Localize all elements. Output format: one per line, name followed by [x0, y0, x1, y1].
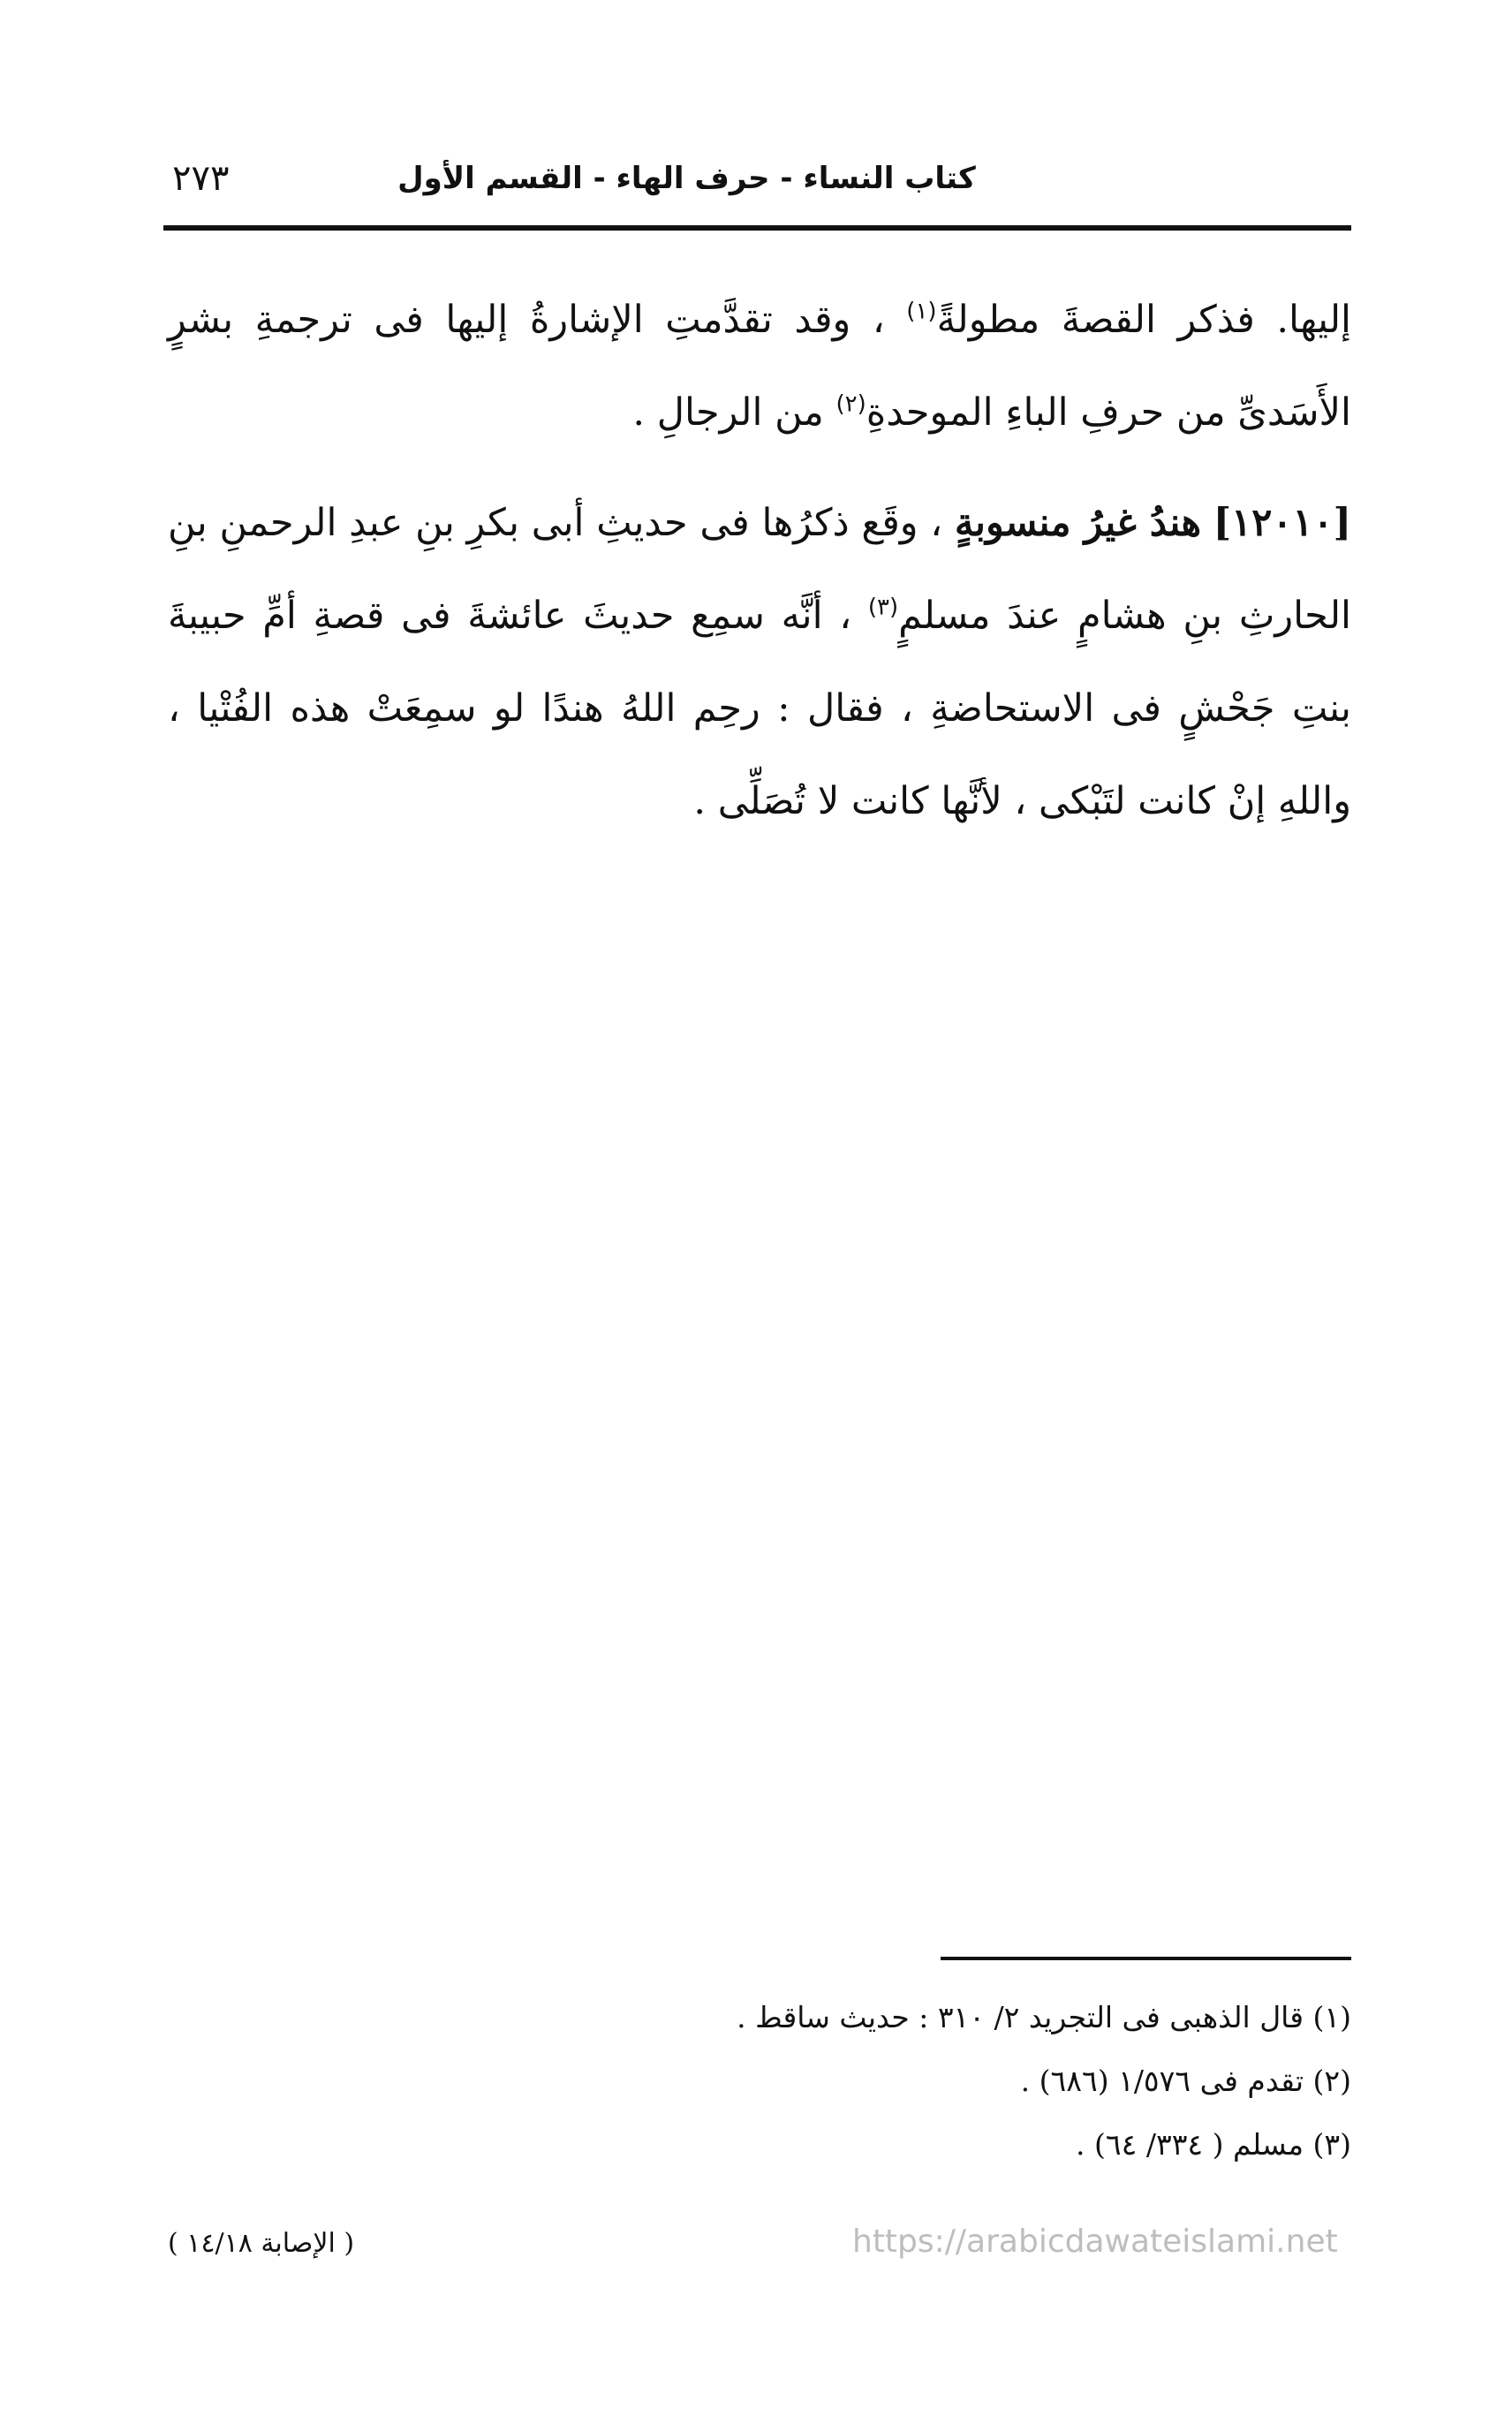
paragraph-continuation — [168, 274, 1351, 459]
paragraph-text: ، أنَّه سمِع حديثَ عائشةَ فى قصةِ أمِّ حبيبةَ بنتِ جَحْشٍ فى الاستحاضةِ ، فقال : رحِم اللهُ هندًا لو سمِعَتْ هذه الفُتْيا ، واللهِ إنْ كانت لتَبْكى ، لأنَّها كانت لا تُصَلِّى . — [168, 594, 1351, 823]
entry-12010 — [168, 477, 1351, 848]
footnote-2: (٢) تقدم فى ١/٥٧٦ (٦٨٦) . — [1020, 2064, 1351, 2098]
paragraph-text: إليها. فذكر القصةَ مطولةً — [936, 298, 1351, 342]
source-reference: ( الإصابة ١٤/١٨ ) — [168, 2228, 355, 2259]
paragraph-text: من الرجالِ . — [632, 390, 836, 435]
entry-number: [١٢٠١٠] — [1213, 501, 1351, 545]
entry-name: هندُ غيرُ منسوبةٍ — [954, 501, 1202, 545]
footnote-ref-3: (٣) — [867, 594, 899, 621]
page-header — [163, 152, 1351, 205]
watermark-url: https://arabicdawateislami.net — [852, 2223, 1338, 2260]
footnotes — [168, 1986, 1351, 2177]
footnote-ref-1: (١) — [906, 298, 937, 325]
page-number: ٢٧٣ — [172, 158, 230, 199]
footnote-rule — [941, 1957, 1351, 1960]
header-rule — [163, 225, 1351, 231]
main-text — [168, 274, 1351, 848]
footnote-1: (١) قال الذهبى فى التجريد ٢/ ٣١٠ : حديث ساقط . — [737, 2000, 1351, 2034]
footnote-3: (٣) مسلم ( ٣٣٤/ ٦٤) . — [1076, 2127, 1351, 2162]
running-title: كتاب النساء - حرف الهاء - القسم الأول — [397, 161, 976, 196]
footnote-ref-2: (٢) — [835, 390, 866, 418]
paragraph-text: ، وقد تقدَّمتِ الإشارةُ إليها فى ترجمةِ بشرٍ الأَسَدىِّ من حرفِ الباءِ الموحدةِ — [168, 298, 1351, 435]
paragraph-text: ، وقَع ذكرُها فى حديثِ أبى بكرِ بنِ عبدِ الرحمنِ بنِ الحارثِ بنِ هشامٍ عندَ مسلمٍ — [168, 501, 1351, 638]
